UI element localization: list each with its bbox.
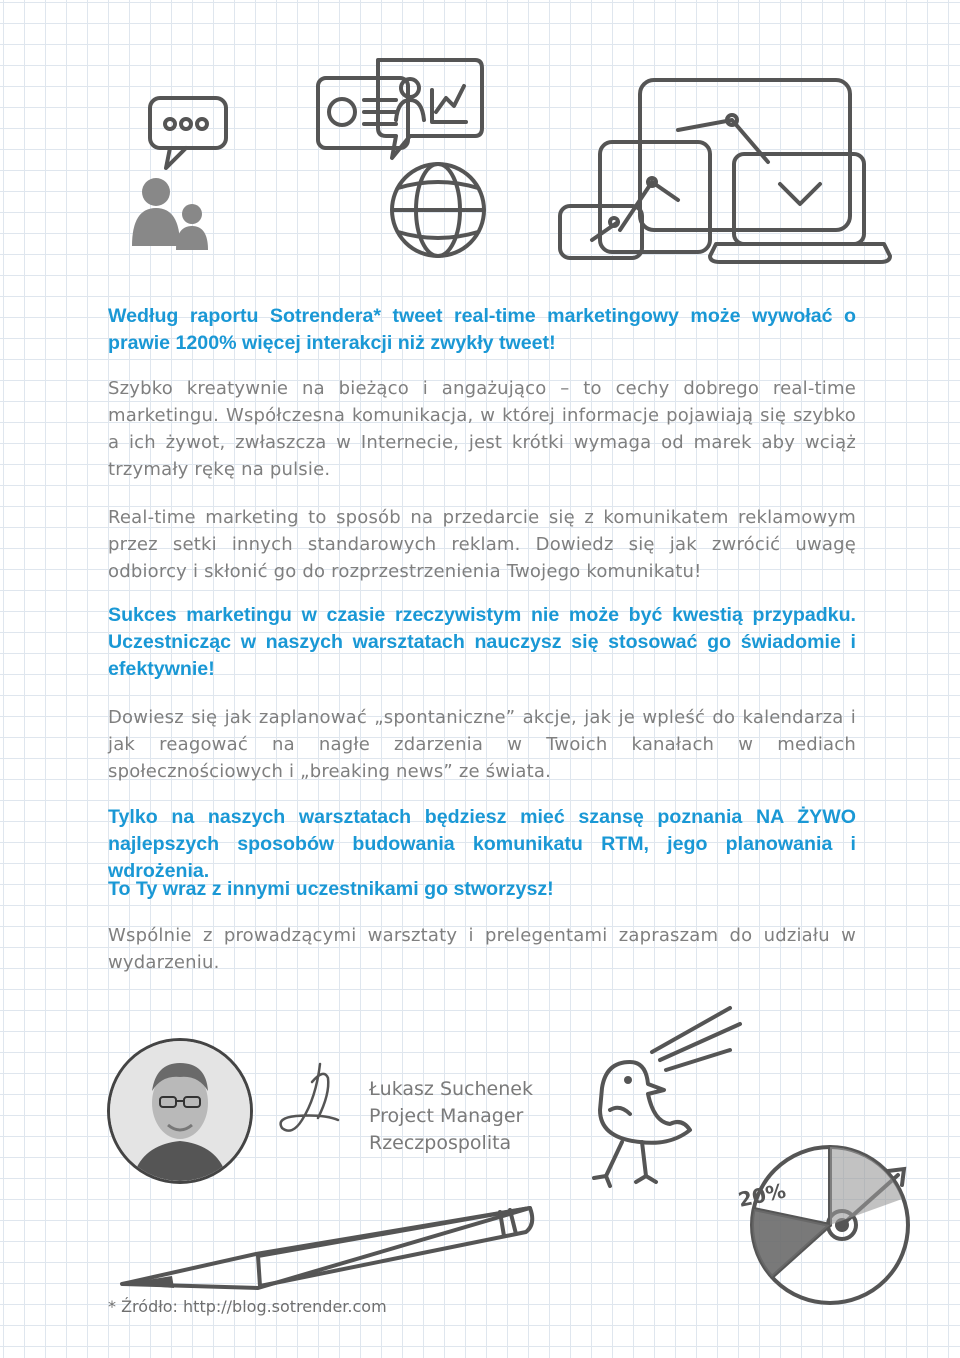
globe-icon <box>392 164 484 256</box>
tablet-icon <box>600 142 710 252</box>
create-highlight: To Ty wraz z innymi uczestnikami go stworzysz! <box>108 878 554 900</box>
signature-drawing <box>272 1058 362 1148</box>
people-icon <box>132 178 208 250</box>
success-highlight: Sukces marketingu w czasie rzeczywistym nie może być kwestią przypadku. Uczestnicząc w naszych warsztatach nauczysz się stosować go świadomie i efektywnie! <box>108 604 856 680</box>
author-portrait <box>107 1038 253 1184</box>
signature-block <box>369 1076 533 1157</box>
pie-chart-target-icon <box>712 1125 912 1305</box>
rtm-definition: Real-time marketing to sposób na przedarcie się z komunikatem reklamowym przez setki innych standarowych reklam. Dowiedz się jak zwrócić uwagę odbiorcy i skłonić go do rozprzestrzenienia Twojego komunikatu! <box>108 507 856 582</box>
invitation-text: Wspólnie z prowadzącymi warsztaty i prelegentami zapraszam do udziału w wydarzeniu. <box>108 925 856 973</box>
source-footnote: * Źródło: http://blog.sotrender.com <box>108 1297 387 1316</box>
social-media-illustration <box>120 50 900 270</box>
planning-description: Dowiesz się jak zaplanować „spontaniczne” akcje, jak je wpleść do kalendarza i jak reagować na nagłe zdarzenia w Twoich kanałach w mediach społecznościowych i „breaking news” ze świata. <box>108 707 856 782</box>
author-company: Rzeczpospolita <box>369 1132 512 1154</box>
intro-highlight: Według raportu Sotrendera* tweet real-time marketingowy może wywołać o prawie 1200% więcej interakcji niż zwykły tweet! <box>108 305 856 354</box>
author-role: Project Manager <box>369 1105 524 1127</box>
chat-bubble-icon <box>150 98 226 168</box>
author-name: Łukasz Suchenek <box>369 1078 533 1100</box>
pie-percent-label: 20% <box>736 1178 788 1212</box>
workshop-highlight: Tylko na naszych warsztatach będziesz mieć szansę poznania NA ŻYWO najlepszych sposobów budowania komunikatu RTM, jego planowania i wdrożenia. <box>108 806 856 882</box>
pencil-drawing <box>100 1180 540 1300</box>
rtm-description: Szybko kreatywnie na bieżąco i angażująco – to cechy dobrego real-time marketingu. Współczesna komunikacja, w której informacje pojawiają się szybko a ich żywot, zwłaszcza w Internecie, jest krótki wymaga od marek aby wciąż trzymały rękę na pulsie. <box>108 378 856 480</box>
laptop-icon <box>710 154 890 262</box>
profile-chart-card-icon <box>378 60 482 158</box>
